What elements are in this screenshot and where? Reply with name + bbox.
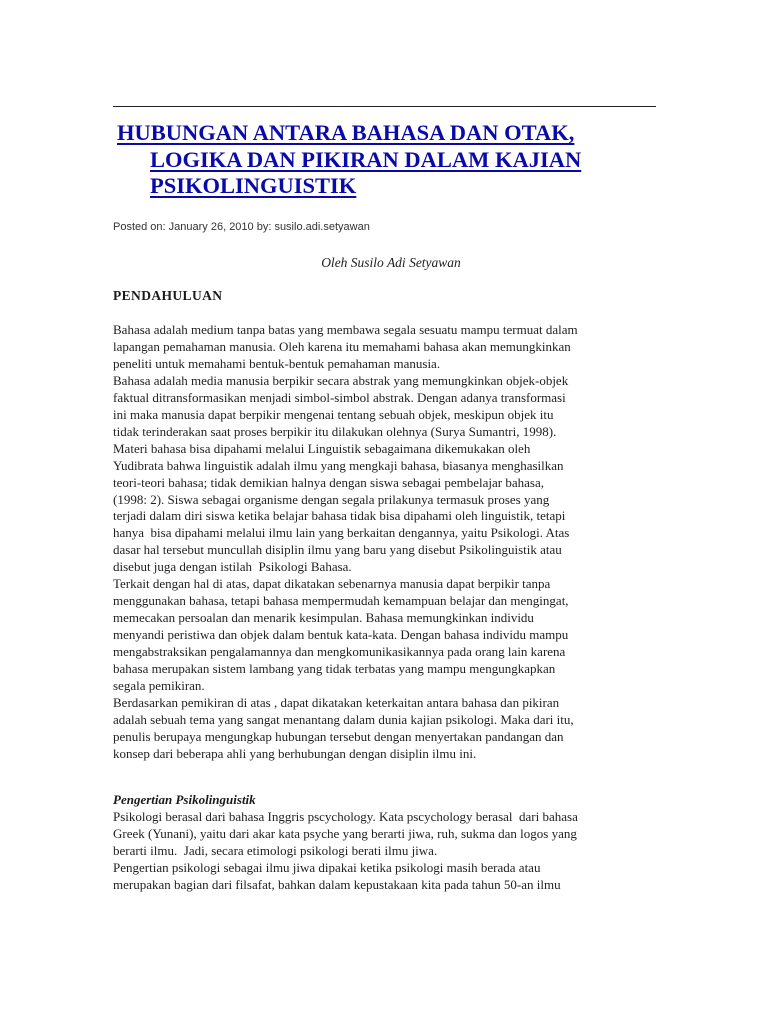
text-line: berarti ilmu. Jadi, secara etimologi psikologi berati ilmu jiwa. xyxy=(113,842,438,858)
text-line: disebut juga dengan istilah Psikologi Bahasa. xyxy=(113,559,352,575)
text-line: adalah sebuah tema yang sangat menantang dalam dunia kajian psikologi. Maka dari itu, xyxy=(113,711,574,727)
text-line: Pengertian psikologi sebagai ilmu jiwa dipakai ketika psikologi masih berada atau xyxy=(113,859,541,875)
text-line: bahasa merupakan sistem lambang yang tidak terbatas yang mampu mengungkapkan xyxy=(113,661,556,677)
text-line: mengabstraksikan pengalamannya dan mengkomunikasikannya pada orang lain karena xyxy=(113,644,566,660)
post-meta: Posted on: January 26, 2010 by: susilo.adi.setyawan xyxy=(113,221,370,233)
text-line: peneliti untuk memahami bentuk-bentuk pemahaman manusia. xyxy=(113,355,441,371)
subheading-pengertian: Pengertian Psikolinguistik xyxy=(113,792,256,807)
text-line: Bahasa adalah medium tanpa batas yang membawa segala sesuatu mampu termuat dalam xyxy=(113,322,578,337)
text-line: Terkait dengan hal di atas, dapat dikatakan sebenarnya manusia dapat berpikir tanpa xyxy=(113,576,551,592)
text-line: Yudibrata bahwa linguistik adalah ilmu yang mengkaji bahasa, biasanya menghasilkan xyxy=(113,457,564,473)
text-line: memecakan persoalan dan menarik kesimpulan. Bahasa memungkinkan individu xyxy=(113,610,534,626)
text-line: (1998: 2). Siswa sebagai organisme dengan segala prilakunya termasuk proses yang xyxy=(113,491,550,507)
text-line: dasar hal tersebut muncullah disiplin ilmu yang baru yang disebut Psikolinguistik atau xyxy=(113,542,562,558)
title-line[interactable]: LOGIKA DAN PIKIRAN DALAM KAJIAN xyxy=(150,146,582,172)
author-byline: Oleh Susilo Adi Setyawan xyxy=(321,255,461,270)
text-line: merupakan bagian dari filsafat, bahkan dalam kepustakaan kita pada tahun 50-an ilmu xyxy=(113,876,561,892)
text-line: penulis berupaya mengungkap hubungan tersebut dengan menyertakan pandangan dan xyxy=(113,728,564,744)
title-line[interactable]: HUBUNGAN ANTARA BAHASA DAN OTAK, xyxy=(117,120,575,145)
text-line: lapangan pemahaman manusia. Oleh karena itu memahami bahasa akan memungkinkan xyxy=(113,338,571,354)
text-line: Berdasarkan pemikiran di atas , dapat dikatakan keterkaitan antara bahasa dan pikiran xyxy=(113,694,560,710)
text-line: faktual ditransformasikan menjadi simbol-simbol abstrak. Dengan adanya transformasi xyxy=(113,389,566,405)
text-line: teori-teori bahasa; tidak demikian halnya dengan siswa sebagai pembelajar bahasa, xyxy=(113,474,544,490)
title-line[interactable]: PSIKOLINGUISTIK xyxy=(150,173,357,199)
text-line: Bahasa adalah media manusia berpikir secara abstrak yang memungkinkan objek-objek xyxy=(113,372,569,388)
horizontal-rule xyxy=(113,106,656,107)
text-line: menyandi peristiwa dan objek dalam bentuk kata-kata. Dengan bahasa individu mampu xyxy=(113,627,569,643)
text-line: konsep dari beberapa ahli yang berhubungan dengan disiplin ilmu ini. xyxy=(113,745,477,761)
text-line: Materi bahasa bisa dipahami melalui Linguistik sebagaimana dikemukakan oleh xyxy=(113,440,531,456)
text-line: Psikologi berasal dari bahasa Inggris pscychology. Kata pscychology berasal dari bahasa xyxy=(113,809,578,824)
section2-paragraphs xyxy=(113,809,673,894)
section-heading-pendahuluan: PENDAHULUAN xyxy=(113,288,223,303)
intro-paragraphs xyxy=(113,322,673,763)
text-line: ini maka manusia dapat berpikir mengenai tentang sebuah objek, meskipun objek itu xyxy=(113,406,554,422)
text-line: menggunakan bahasa, tetapi bahasa mempermudah kemampuan belajar dan mengingat, xyxy=(113,593,569,609)
text-line: segala pemikiran. xyxy=(113,678,205,694)
text-line: tidak terinderakan saat proses berpikir itu dilakukan olehnya (Surya Sumantri, 1998). xyxy=(113,423,557,439)
text-line: hanya bisa dipahami melalui ilmu lain yang berkaitan dengannya, yaitu Psikologi. Atas xyxy=(113,525,570,541)
text-line: Greek (Yunani), yaitu dari akar kata psyche yang berarti jiwa, ruh, sukma dan logos yang xyxy=(113,825,577,841)
text-line: terjadi dalam diri siswa ketika belajar bahasa tidak bisa dipahami oleh linguistik, tetapi xyxy=(113,508,566,524)
article-title xyxy=(117,120,677,200)
